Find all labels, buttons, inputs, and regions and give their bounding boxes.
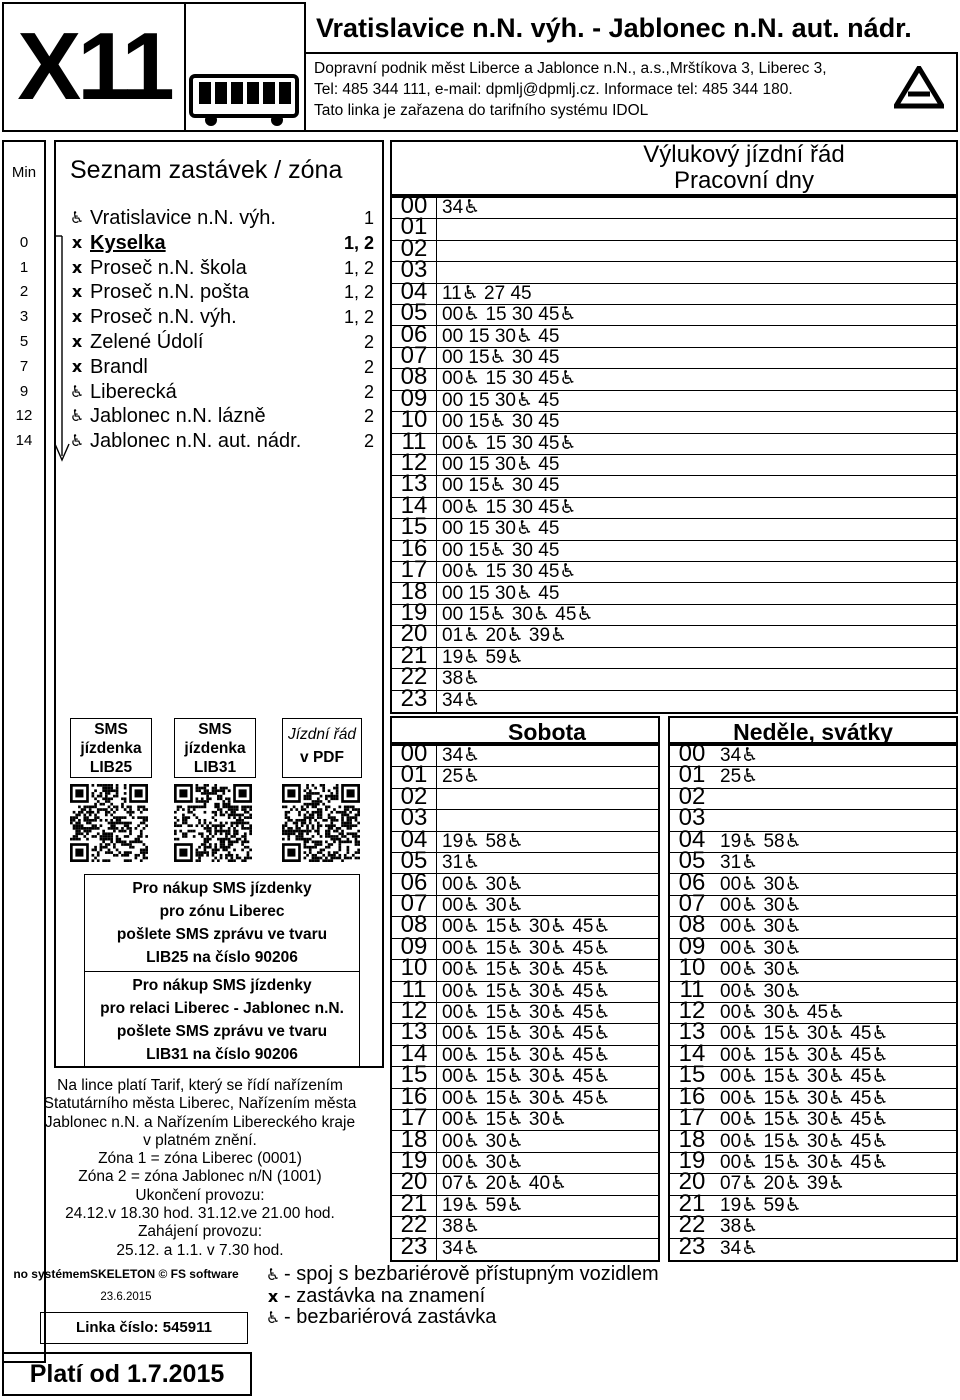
departure-minutes: 00♿ 30♿ bbox=[720, 916, 802, 938]
departure-minutes: 34♿ bbox=[442, 745, 481, 766]
hour-label: 02 bbox=[400, 234, 428, 262]
hour-label: 10 bbox=[678, 954, 706, 982]
hour-label: 00 bbox=[400, 192, 428, 219]
stop-minute: 5 bbox=[19, 333, 29, 350]
stop-list bbox=[0, 206, 384, 466]
tariff-line: Jablonec n.N. a Nařízením Libereckého kraje bbox=[44, 1113, 356, 1131]
sms-box-lib31 bbox=[174, 718, 256, 778]
hour-label: 06 bbox=[678, 868, 706, 896]
hour-label: 05 bbox=[678, 847, 706, 875]
stop-minute: 9 bbox=[19, 382, 29, 400]
hour-label: 13 bbox=[678, 1018, 706, 1046]
min-header: Min bbox=[11, 164, 37, 181]
hour-row bbox=[392, 1232, 658, 1260]
stop-row bbox=[0, 355, 384, 379]
departure-minutes: 00♿ 15♿ 30♿ 45♿ bbox=[720, 1044, 889, 1066]
line-code: Linka číslo: 545911 bbox=[76, 1319, 212, 1336]
stop-name: Liberecká bbox=[90, 380, 177, 403]
hour-label: 21 bbox=[678, 1189, 706, 1217]
departure-minutes: 00♿ 15♿ 30♿ 45♿ bbox=[442, 937, 611, 959]
stop-row bbox=[0, 256, 384, 280]
stop-zone: 1, 2 bbox=[343, 232, 374, 253]
departure-minutes: 00♿ 30♿ bbox=[720, 873, 802, 895]
sms-info-line: LIB25 na číslo 90206 bbox=[146, 949, 298, 966]
hour-label: 17 bbox=[400, 556, 428, 584]
hour-row bbox=[392, 684, 956, 712]
sunday-label: Neděle, svátky bbox=[733, 719, 893, 745]
hour-label: 03 bbox=[400, 256, 428, 284]
hour-label: 07 bbox=[678, 889, 706, 917]
legend-text: - zastávka na znamení bbox=[284, 1284, 486, 1307]
hour-row bbox=[670, 1232, 956, 1260]
legend-item bbox=[262, 1286, 862, 1308]
hour-label: 11 bbox=[401, 975, 427, 1003]
hour-label: 12 bbox=[400, 449, 428, 476]
departure-minutes: 00 15 30♿ 45 bbox=[442, 582, 560, 604]
legend-item bbox=[262, 1307, 862, 1329]
tariff-line: Na lince platí Tarif, který se řídí nařízením bbox=[57, 1077, 343, 1094]
departure-minutes: 00♿ 15 30 45♿ bbox=[442, 368, 577, 390]
hour-row bbox=[392, 577, 956, 605]
tariff-line: Zóna 1 = zóna Liberec (0001) bbox=[98, 1150, 302, 1168]
hour-row bbox=[392, 234, 956, 262]
hour-label: 11 bbox=[401, 427, 427, 455]
sms-box-line: LIB25 bbox=[89, 759, 133, 776]
hour-label: 18 bbox=[678, 1125, 706, 1153]
hour-label: 13 bbox=[400, 1018, 428, 1046]
departure-minutes: 19♿ 58♿ bbox=[720, 830, 802, 852]
departure-minutes: 34♿ bbox=[720, 745, 759, 766]
route-title: Vratislavice n.N. výh. - Jablonec n.N. aut. nádr. bbox=[316, 13, 912, 43]
hour-row bbox=[392, 641, 956, 669]
hour-label: 02 bbox=[678, 782, 706, 810]
stop-minute: 3 bbox=[19, 308, 29, 326]
sms-box-lib25 bbox=[70, 718, 152, 778]
saturday-timetable bbox=[390, 740, 660, 1262]
hour-label: 15 bbox=[678, 1061, 706, 1089]
operator-box bbox=[306, 52, 958, 132]
hour-label: 04 bbox=[400, 825, 428, 853]
hour-row bbox=[392, 384, 956, 412]
departure-minutes: 25♿ bbox=[720, 766, 759, 788]
stop-zone: 1, 2 bbox=[343, 282, 374, 303]
departure-minutes: 00♿ 30♿ bbox=[442, 1130, 524, 1152]
hour-label: 19 bbox=[400, 598, 428, 626]
hour-label: 16 bbox=[400, 534, 428, 562]
hour-label: 15 bbox=[400, 513, 428, 541]
hour-label: 17 bbox=[400, 1104, 428, 1132]
stop-zone: 1 bbox=[363, 208, 374, 228]
departure-minutes: 00♿ 15♿ 30♿ 45♿ bbox=[442, 1044, 611, 1066]
hour-label: 08 bbox=[678, 911, 706, 939]
sms-box-line: SMS bbox=[198, 721, 232, 738]
sms-box-line: jízdenka bbox=[80, 740, 142, 757]
stop-row bbox=[0, 206, 384, 230]
stop-minute: 7 bbox=[19, 357, 29, 375]
stop-name: Proseč n.N. pošta bbox=[90, 281, 249, 304]
departure-minutes: 00 15♿ 30 45 bbox=[442, 475, 560, 497]
hour-label: 12 bbox=[678, 997, 706, 1024]
sms-box-line: SMS bbox=[94, 721, 128, 738]
departure-minutes: 00 15 30♿ 45 bbox=[442, 454, 560, 475]
stop-name: Vratislavice n.N. výh. bbox=[90, 207, 276, 229]
hour-label: 03 bbox=[400, 804, 428, 832]
departure-minutes: 00 15 30♿ 45 bbox=[442, 325, 560, 347]
hour-row bbox=[392, 277, 956, 305]
hour-label: 11 bbox=[679, 975, 705, 1003]
departure-minutes: 38♿ bbox=[442, 1216, 481, 1238]
hour-label: 14 bbox=[400, 491, 428, 519]
hour-row bbox=[392, 534, 956, 562]
hour-label: 22 bbox=[400, 1211, 428, 1239]
hour-label: 15 bbox=[400, 1061, 428, 1089]
departure-minutes: 00♿ 30♿ bbox=[442, 873, 524, 895]
tariff-line: Statutárního města Liberec, Nařízením města bbox=[43, 1095, 357, 1113]
hour-label: 02 bbox=[400, 782, 428, 810]
sunday-timetable bbox=[668, 740, 958, 1262]
request-stop-mark: x bbox=[267, 1286, 279, 1306]
line-number: X11 bbox=[17, 13, 171, 120]
stop-name: Brandl bbox=[90, 355, 148, 378]
hour-label: 23 bbox=[678, 1232, 706, 1260]
hour-label: 14 bbox=[678, 1039, 706, 1067]
stop-zone: 1, 2 bbox=[343, 257, 374, 278]
departure-minutes: 00♿ 15 30 45♿ bbox=[442, 561, 577, 583]
pdf-timetable-box[interactable] bbox=[282, 718, 362, 778]
wheelchair-icon: ♿ bbox=[265, 1265, 281, 1284]
hour-row bbox=[392, 620, 956, 648]
hour-label: 16 bbox=[678, 1082, 706, 1110]
stop-list-title: Seznam zastávek / zóna bbox=[70, 156, 343, 184]
departure-minutes: 25♿ bbox=[442, 766, 481, 788]
hour-label: 09 bbox=[400, 932, 428, 960]
operator-line-2: Tel: 485 344 111, e-mail: dpmlj@dpmlj.cz. Informace tel: 485 344 180. bbox=[314, 81, 793, 98]
hour-row bbox=[392, 470, 956, 498]
departure-minutes: 00♿ 15♿ 30♿ 45♿ bbox=[442, 1002, 611, 1023]
hour-label: 04 bbox=[400, 277, 428, 305]
hour-label: 05 bbox=[400, 847, 428, 875]
hour-label: 18 bbox=[400, 577, 428, 605]
stop-row bbox=[0, 280, 384, 304]
departure-minutes: 07♿ 20♿ 40♿ bbox=[442, 1173, 568, 1195]
hour-label: 10 bbox=[400, 406, 428, 434]
departure-minutes: 19♿ 59♿ bbox=[442, 1194, 524, 1216]
stop-name: Jablonec n.N. aut. nádr. bbox=[90, 430, 302, 453]
stop-minute: 0 bbox=[19, 233, 29, 251]
departure-minutes: 34♿ bbox=[442, 197, 481, 218]
qr-code-pdf[interactable] bbox=[282, 784, 360, 862]
stop-zone: 2 bbox=[363, 431, 374, 452]
stop-name: Proseč n.N. škola bbox=[90, 256, 247, 279]
stop-name: Jablonec n.N. lázně bbox=[90, 405, 266, 428]
stop-row bbox=[0, 231, 384, 255]
departure-minutes: 34♿ bbox=[442, 689, 481, 711]
bus-icon bbox=[189, 70, 301, 130]
stop-row bbox=[0, 330, 384, 354]
departure-minutes: 11♿ 27 45 bbox=[442, 282, 532, 304]
legend-text: - bezbariérová zastávka bbox=[284, 1306, 497, 1328]
departure-minutes: 01♿ 20♿ 39♿ bbox=[442, 625, 568, 647]
hour-label: 21 bbox=[400, 641, 428, 669]
legend bbox=[262, 1264, 862, 1329]
sms-info-line: pro zónu Liberec bbox=[159, 903, 285, 920]
sms-box-line: LIB31 bbox=[193, 759, 237, 776]
hour-label: 10 bbox=[400, 954, 428, 982]
request-stop-mark: x bbox=[71, 332, 83, 351]
line-code-box bbox=[40, 1312, 248, 1344]
tariff-notes bbox=[8, 1077, 392, 1260]
hour-row bbox=[392, 320, 956, 348]
departure-minutes: 00♿ 15 30 45♿ bbox=[442, 432, 577, 454]
request-stop-mark: x bbox=[71, 257, 83, 277]
hour-label: 06 bbox=[400, 320, 428, 348]
sms-info-line: LIB31 na číslo 90206 bbox=[146, 1046, 298, 1063]
pdf-box-line: v PDF bbox=[300, 749, 344, 766]
departure-minutes: 00♿ 15♿ 30♿ 45♿ bbox=[442, 1023, 611, 1045]
wheelchair-icon: ♿ bbox=[265, 1308, 281, 1327]
departure-minutes: 19♿ 59♿ bbox=[442, 646, 524, 668]
departure-minutes: 34♿ bbox=[442, 1237, 481, 1259]
departure-minutes: 00♿ 15♿ 30♿ 45♿ bbox=[442, 916, 611, 938]
hour-row bbox=[392, 556, 956, 584]
departure-minutes: 00♿ 15♿ 30♿ 45♿ bbox=[720, 1087, 889, 1109]
weekday-timetable bbox=[390, 192, 958, 714]
tariff-line: 24.12.v 18.30 hod. 31.12.ve 21.00 hod. bbox=[65, 1205, 335, 1223]
hour-label: 20 bbox=[400, 1168, 428, 1196]
hour-label: 03 bbox=[678, 804, 706, 832]
tariff-line: 25.12. a 1.1. v 7.30 hod. bbox=[116, 1241, 284, 1259]
departure-minutes: 00♿ 30♿ bbox=[720, 980, 802, 1002]
departure-minutes: 00 15 30♿ 45 bbox=[442, 389, 560, 411]
hour-column-divider bbox=[436, 746, 437, 1260]
departure-minutes: 00 15♿ 30 45 bbox=[442, 411, 560, 433]
wheelchair-icon: ♿ bbox=[69, 208, 85, 227]
departure-minutes: 00♿ 30♿ bbox=[442, 894, 524, 916]
sms-info-relace bbox=[84, 972, 360, 1068]
departure-minutes: 00 15♿ 30♿ 45♿ bbox=[442, 603, 594, 625]
departure-minutes: 00♿ 15♿ 30♿ 45♿ bbox=[720, 1023, 889, 1045]
wheelchair-icon: ♿ bbox=[69, 431, 85, 451]
hour-row bbox=[392, 598, 956, 626]
sunday-header bbox=[668, 716, 958, 744]
wheelchair-icon: ♿ bbox=[69, 381, 85, 401]
print-date: 23.6.2015 bbox=[100, 1291, 152, 1303]
departure-minutes: 00♿ 15 30 45♿ bbox=[442, 496, 577, 518]
legend-text: - spoj s bezbariérově přístupným vozidlem bbox=[284, 1263, 659, 1285]
hour-column-divider bbox=[436, 198, 437, 712]
hour-label: 04 bbox=[678, 825, 706, 853]
request-stop-mark: x bbox=[71, 232, 83, 252]
timetable-title-box bbox=[390, 140, 958, 196]
hour-label: 05 bbox=[400, 299, 428, 327]
valid-from: Platí od 1.7.2015 bbox=[29, 1360, 225, 1388]
hour-label: 12 bbox=[400, 997, 428, 1024]
hour-row bbox=[392, 406, 956, 434]
hour-label: 14 bbox=[400, 1039, 428, 1067]
departure-minutes: 00♿ 30♿ bbox=[442, 1151, 524, 1173]
stop-zone: 2 bbox=[363, 381, 374, 402]
request-stop-mark: x bbox=[71, 307, 83, 327]
hour-label: 01 bbox=[400, 213, 428, 241]
stop-zone: 2 bbox=[363, 332, 374, 352]
hour-label: 08 bbox=[400, 911, 428, 939]
saturday-header bbox=[390, 716, 660, 744]
request-stop-mark: x bbox=[71, 356, 83, 376]
departure-minutes: 19♿ 59♿ bbox=[720, 1194, 802, 1216]
hour-row bbox=[392, 213, 956, 241]
hour-label: 13 bbox=[400, 470, 428, 498]
hour-label: 06 bbox=[400, 868, 428, 896]
stop-minute: 12 bbox=[15, 407, 33, 425]
departure-minutes: 00♿ 15♿ 30♿ 45♿ bbox=[442, 1087, 611, 1109]
hour-label: 17 bbox=[678, 1104, 706, 1132]
hour-label: 22 bbox=[678, 1211, 706, 1239]
hour-label: 19 bbox=[678, 1146, 706, 1174]
stop-minute: 14 bbox=[15, 432, 33, 450]
hour-row bbox=[392, 192, 956, 219]
tariff-line: Zóna 2 = zóna Jablonec n/N (1001) bbox=[78, 1168, 322, 1186]
hour-row bbox=[392, 363, 956, 391]
sms-info-line: Pro nákup SMS jízdenky bbox=[132, 977, 312, 994]
departure-minutes: 07♿ 20♿ 39♿ bbox=[720, 1173, 846, 1195]
saturday-label: Sobota bbox=[508, 719, 586, 745]
hour-label: 23 bbox=[400, 684, 428, 712]
tariff-line: Ukončení provozu: bbox=[135, 1186, 265, 1204]
departure-minutes: 00♿ 15♿ 30♿ 45♿ bbox=[720, 1151, 889, 1173]
hour-row bbox=[392, 449, 956, 476]
departure-minutes: 00♿ 30♿ 45♿ bbox=[720, 1002, 846, 1023]
hour-label: 08 bbox=[400, 363, 428, 391]
hour-label: 16 bbox=[400, 1082, 428, 1110]
hour-label: 18 bbox=[400, 1125, 428, 1153]
departure-minutes: 00 15 30♿ 45 bbox=[442, 518, 560, 540]
hour-row bbox=[392, 491, 956, 519]
departure-minutes: 00♿ 15♿ 30♿ 45♿ bbox=[442, 1066, 611, 1088]
departure-minutes: 00♿ 15♿ 30♿ 45♿ bbox=[442, 959, 611, 981]
stop-name: Kyselka bbox=[90, 231, 166, 254]
departure-minutes: 31♿ bbox=[442, 852, 481, 874]
departure-minutes: 34♿ bbox=[720, 1237, 759, 1259]
hour-label: 23 bbox=[400, 1232, 428, 1260]
departure-minutes: 38♿ bbox=[442, 668, 481, 690]
hour-row bbox=[392, 256, 956, 284]
sms-info-line: pošlete SMS zprávu ve tvaru bbox=[116, 926, 328, 943]
hour-label: 01 bbox=[678, 761, 706, 789]
hour-label: 09 bbox=[400, 384, 428, 412]
tariff-line: Zahájení provozu: bbox=[137, 1223, 263, 1241]
stop-minute: 1 bbox=[19, 258, 29, 276]
sms-info-line: pošlete SMS zprávu ve tvaru bbox=[116, 1023, 328, 1040]
sms-info-line: Pro nákup SMS jízdenky bbox=[132, 880, 312, 897]
timetable-title: Výlukový jízdní řád bbox=[643, 141, 845, 168]
hour-label: 20 bbox=[400, 620, 428, 648]
idol-logo-icon bbox=[894, 66, 944, 110]
departure-minutes: 00♿ 30♿ bbox=[720, 894, 802, 916]
hour-label: 01 bbox=[400, 761, 428, 789]
hour-label: 00 bbox=[678, 740, 706, 767]
line-number-box bbox=[2, 2, 186, 132]
stop-minute: 2 bbox=[19, 283, 29, 301]
departure-minutes: 00♿ 15♿ 30♿ 45♿ bbox=[720, 1066, 889, 1088]
operator-line-1: Dopravní podnik měst Liberce a Jablonce n.N., a.s.,Mrštíkova 3, Liberec 3, bbox=[314, 60, 827, 77]
hour-label: 19 bbox=[400, 1146, 428, 1174]
stop-zone: 1, 2 bbox=[343, 307, 374, 328]
departure-minutes: 00♿ 15♿ 30♿ 45♿ bbox=[720, 1130, 889, 1152]
hour-row bbox=[392, 513, 956, 541]
hour-label: 09 bbox=[678, 932, 706, 960]
stop-row bbox=[0, 404, 384, 428]
hour-label: 22 bbox=[400, 663, 428, 691]
software-credit: no systémemSKELETON © FS software bbox=[13, 1267, 239, 1281]
hour-row bbox=[392, 299, 956, 327]
departure-minutes: 00♿ 15 30 45♿ bbox=[442, 304, 577, 326]
departure-minutes: 00♿ 30♿ bbox=[720, 959, 802, 981]
stop-zone: 2 bbox=[363, 406, 374, 427]
legend-item bbox=[262, 1264, 862, 1286]
stop-name: Zelené Údolí bbox=[90, 331, 204, 353]
hour-label: 21 bbox=[400, 1189, 428, 1217]
departure-minutes: 31♿ bbox=[720, 852, 759, 874]
departure-minutes: 00♿ 15♿ 30♿ 45♿ bbox=[442, 980, 611, 1002]
sms-box-line: jízdenka bbox=[184, 740, 246, 757]
hour-row bbox=[392, 663, 956, 691]
stop-row bbox=[0, 305, 384, 329]
pdf-box-line: Jízdní řád bbox=[287, 726, 357, 743]
wheelchair-icon: ♿ bbox=[69, 406, 85, 426]
departure-minutes: 00♿ 15♿ 30♿ 45♿ bbox=[720, 1109, 889, 1131]
departure-minutes: 38♿ bbox=[720, 1216, 759, 1238]
hour-label: 00 bbox=[400, 740, 428, 767]
tariff-line: v platném znění. bbox=[143, 1131, 257, 1149]
valid-from-box bbox=[2, 1352, 252, 1396]
stop-row bbox=[0, 380, 384, 404]
request-stop-mark: x bbox=[71, 282, 83, 302]
sms-info-liberec bbox=[84, 874, 360, 972]
departure-minutes: 00♿ 15♿ 30♿ bbox=[442, 1109, 568, 1131]
bus-icon-box bbox=[186, 2, 306, 132]
hour-label: 07 bbox=[400, 341, 428, 369]
weekday-label: Pracovní dny bbox=[673, 167, 815, 194]
stop-name: Proseč n.N. výh. bbox=[90, 306, 237, 329]
stop-zone: 2 bbox=[363, 356, 374, 377]
qr-code-lib31[interactable] bbox=[174, 784, 252, 862]
hour-row bbox=[392, 427, 956, 455]
hour-label: 20 bbox=[678, 1168, 706, 1196]
operator-line-3: Tato linka je zařazena do tarifního systému IDOL bbox=[314, 102, 649, 119]
departure-minutes: 00 15♿ 30 45 bbox=[442, 346, 560, 368]
sms-info-line: pro relaci Liberec - Jablonec n.N. bbox=[100, 1000, 344, 1017]
departure-minutes: 00♿ 30♿ bbox=[720, 937, 802, 959]
qr-code-lib25[interactable] bbox=[70, 784, 148, 862]
departure-minutes: 00 15♿ 30 45 bbox=[442, 539, 560, 561]
departure-minutes: 19♿ 58♿ bbox=[442, 830, 524, 852]
hour-label: 07 bbox=[400, 889, 428, 917]
hour-row bbox=[392, 341, 956, 369]
stop-row bbox=[0, 429, 384, 453]
